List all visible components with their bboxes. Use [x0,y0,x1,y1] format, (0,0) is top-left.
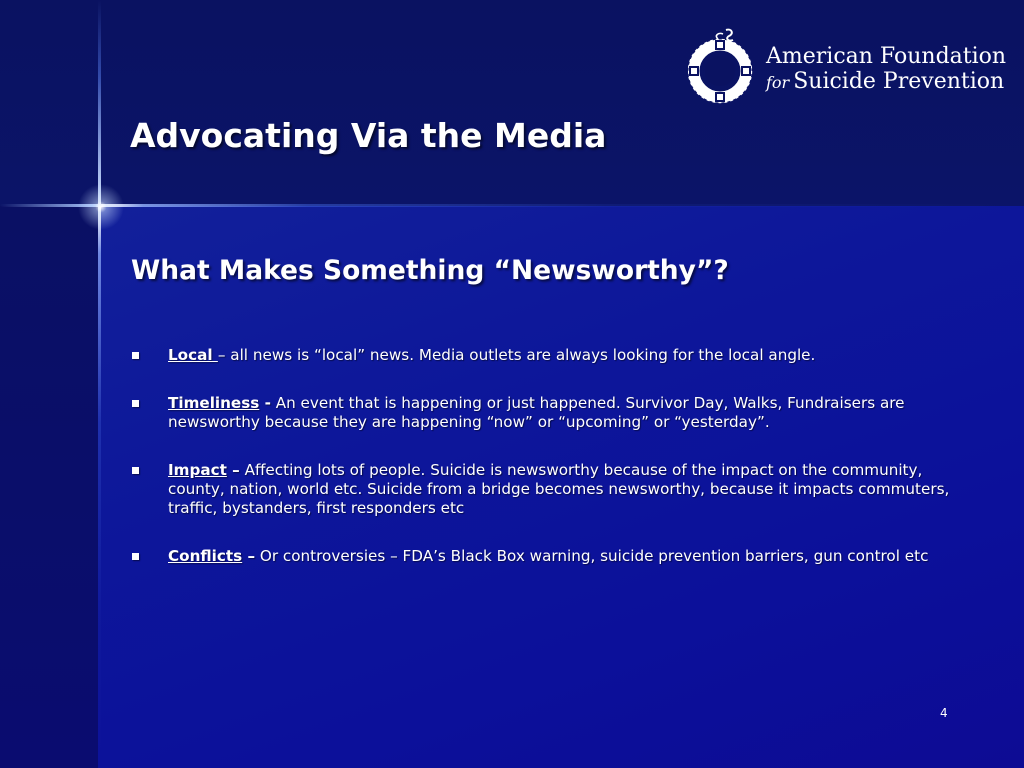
bullet-impact [130,461,960,518]
bullet-text: all news is “local” news. Media outlets are always looking for the local angle. [225,346,816,364]
bullet-conflicts [130,547,960,566]
bullet-term: Timeliness [168,394,260,412]
bullet-separator: – [242,547,256,565]
bullet-separator: – [217,346,226,364]
bullet-text: An event that is happening or just happened. Survivor Day, Walks, Fundraisers are newsworthy because they are happening “now” or “upcoming” or “yesterday”. [168,394,905,431]
bullet-separator: - [259,394,271,412]
bullet-term: Conflicts [168,547,243,565]
star-glow [74,180,128,234]
slide-title: Advocating Via the Media [130,116,607,155]
slide-subtitle: What Makes Something “Newsworthy”? [131,255,729,286]
bullet-separator: – [226,461,240,479]
square-bullet-icon [132,467,139,474]
bullet-timeliness [130,394,960,432]
logo-line-2-text: Suicide Prevention [793,69,1005,94]
square-bullet-icon [132,553,139,560]
bullet-local [130,346,960,365]
vertical-light-line [98,0,101,768]
square-bullet-icon [132,352,139,359]
bullet-list [130,346,960,595]
logo-for: for [766,73,790,92]
left-band [0,206,98,768]
horizontal-light-line [0,204,1024,207]
logo-text [766,44,1006,95]
bullet-term: Impact [168,461,227,479]
bullet-text: Affecting lots of people. Suicide is newsworthy because of the impact on the community, county, nation, world etc. Suicide from a bridge becomes newsworthy, because it impacts commuters, traffic, bystanders, first responders etc [168,461,950,517]
square-bullet-icon [132,400,139,407]
page-number: 4 [940,706,948,720]
afsp-logo [688,26,1008,106]
logo-line-2 [766,69,1006,95]
logo-line-1: American Foundation [766,44,1007,69]
bullet-term: Local [168,346,218,364]
life-preserver-ring-icon [688,26,756,104]
bullet-text: Or controversies – FDA’s Black Box warning, suicide prevention barriers, gun control etc [255,547,929,565]
